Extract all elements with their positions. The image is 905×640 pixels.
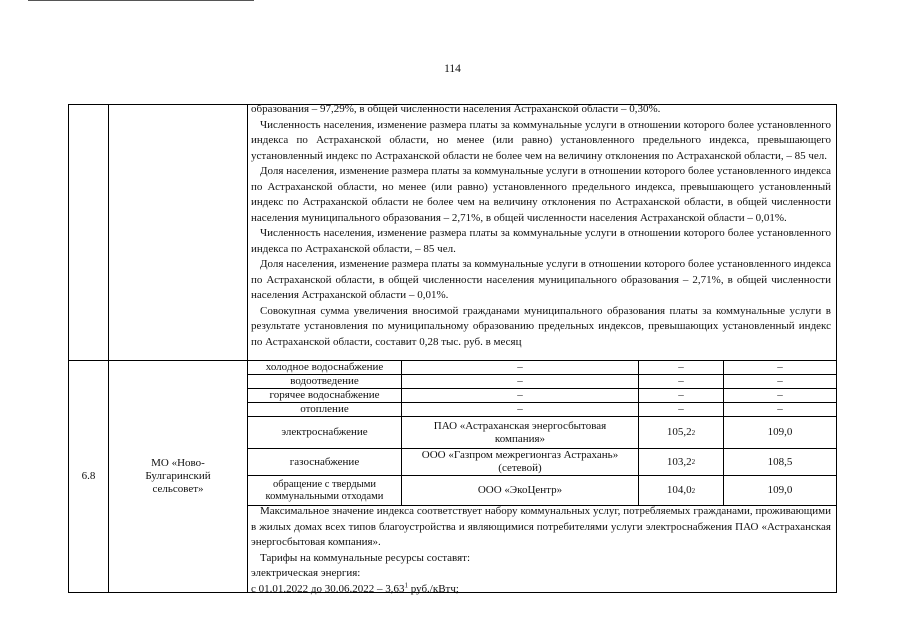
service-index: –	[678, 361, 684, 373]
service-provider: –	[517, 403, 523, 415]
service-limit: 108,5	[767, 455, 793, 468]
service-provider: ПАО «Астраханская энергосбытовая компания»	[433, 419, 607, 445]
text-paragraph: Численность населения, изменение размера платы за коммунальные услуги в отношении которого более установленного индекса по Астраханской области, – 85 чел.	[251, 227, 831, 255]
service-provider: ООО «ЭкоЦентр»	[477, 484, 563, 496]
service-name: газоснабжение	[289, 455, 360, 468]
service-name: отопление	[300, 403, 349, 415]
tariffs-heading: Тарифы на коммунальные ресурсы составят:	[260, 551, 471, 564]
tariff-line	[251, 582, 831, 598]
service-limit: 109,0	[767, 426, 793, 438]
bottom-text-block	[251, 504, 831, 597]
text-paragraph: Совокупная сумма увеличения вносимой гражданами муниципального образования платы за коммунальные услуги в результате установления по муниципальному образованию предельных индексов, превышающих установленный индекс по Астраханской области, составит 0,28 тыс. руб. в месяц	[251, 304, 831, 348]
tariff-unit: руб./кВтч;	[407, 582, 459, 595]
service-name: электроснабжение	[281, 426, 368, 438]
service-provider: –	[517, 375, 523, 387]
text-paragraph: Доля населения, изменение размера платы за коммунальные услуги в отношении которого более установленного индекса по Астраханской области, в общей численности населения муниципального образования – 2,71%, в общей численности населения Астраханской области – 0,01%.	[251, 258, 831, 301]
page-number: 114	[444, 63, 461, 75]
text-paragraph: Численность населения, изменение размера платы за коммунальные услуги в отношении которого более установленного индекса по Астраханской области, но менее (или равно) установленного предельного индекса, превышающего установленный индекс по Астраханской области не более чем на величину отклонения по Астраханской области, – 85 чел.	[251, 118, 831, 162]
service-index: –	[678, 403, 684, 415]
municipality-name: МО «Ново-Булгаринский сельсовет»	[145, 457, 211, 495]
text-paragraph: Доля населения, изменение размера платы за коммунальные услуги в отношении которого более установленного индекса по Астраханской области, но менее (или равно) установленного предельного индекса, превышающего установленный индекс по Астраханской области не более чем на величину отклонения по Астраханской области, в общей численности населения муниципального образования – 2,71%, в общей численности населения Астраханской области – 0,01%.	[251, 165, 831, 224]
service-limit: –	[777, 375, 783, 387]
municipal-index-table	[68, 104, 837, 593]
service-limit: –	[777, 389, 783, 401]
service-index: 105,2 2	[666, 426, 696, 438]
service-provider: –	[517, 389, 523, 401]
service-limit: –	[777, 361, 783, 373]
service-limit: 109,0	[767, 484, 793, 496]
service-name: водоотведение	[290, 375, 359, 387]
service-provider: –	[517, 361, 523, 373]
table-border-right	[836, 104, 837, 593]
service-name: холодное водоснабжение	[265, 361, 384, 373]
tariff-period-value: с 01.01.2022 до 30.06.2022 – 3,63	[251, 582, 405, 595]
top-text-block	[251, 102, 831, 350]
entry-number: 6.8	[81, 470, 96, 482]
service-limit: –	[777, 403, 783, 415]
service-index: –	[678, 389, 684, 401]
service-index: 103,2 2	[666, 455, 696, 468]
text-paragraph: образования – 97,29%, в общей численности населения Астраханской области – 0,30%.	[251, 103, 661, 115]
service-name: горячее водоснабжение	[269, 389, 380, 401]
electricity-label: электрическая энергия:	[251, 567, 361, 579]
index-value: 103,2	[666, 455, 692, 468]
tariff-footnote: 1	[404, 580, 408, 589]
index-value: 105,2	[666, 426, 692, 438]
service-provider: ООО «Газпром межрегионгаз Астрахань» (сетевой)	[421, 449, 619, 474]
service-index: –	[678, 375, 684, 387]
col-divider-municipality	[247, 104, 248, 593]
header-rule	[28, 0, 254, 1]
index-value: 104,0	[666, 484, 692, 496]
service-name: обращение с твердыми коммунальными отходами	[265, 478, 384, 502]
text-paragraph: Максимальное значение индекса соответствует набору коммунальных услуг, потребляемых гражданами, проживающими в жилых домах всех типов благоустройства и являющимися потребителями услуги электроснабжения ПАО «Астраханская энергосбытовая компания».	[251, 505, 831, 548]
service-index: 104,0 2	[666, 484, 696, 496]
